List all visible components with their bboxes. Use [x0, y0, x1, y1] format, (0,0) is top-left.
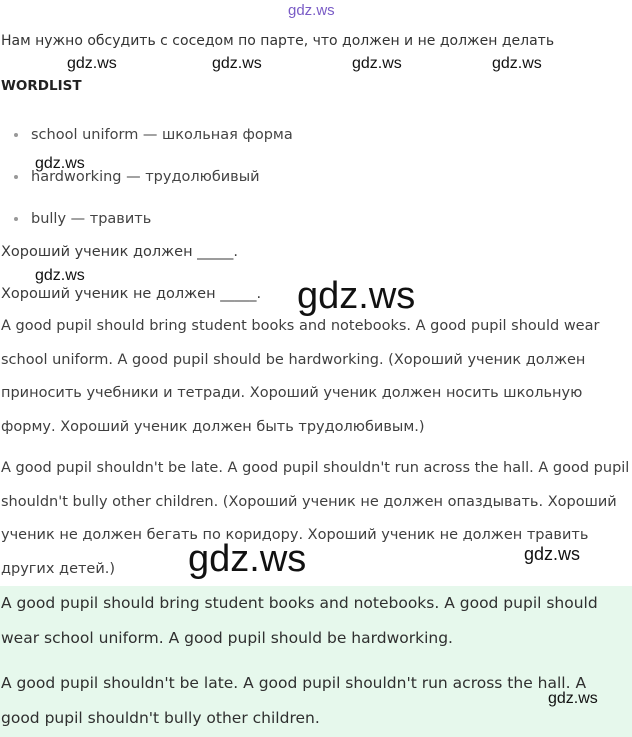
- wordlist-item-text: school uniform — школьная форма: [31, 127, 293, 143]
- watermark: gdz.ws: [524, 544, 581, 564]
- watermark-large: gdz.ws: [188, 538, 307, 580]
- solution-paragraph-shouldnt: A good pupil shouldn't be late. A good pupil shouldn't run across the hall. A good pupil shouldn't bully other children. (Хороший ученик не должен опаздывать. Хороший ученик не должен бегать по коридору. Хороший ученик не должен травить других детей.): [1, 460, 630, 577]
- answer-paragraph-should: A good pupil should bring student books and notebooks. A good pupil should wear school uniform. A good pupil should be hardworking.: [1, 594, 598, 647]
- wordlist-item: [14, 127, 293, 143]
- wordlist-item-text: bully — травить: [31, 211, 152, 227]
- task-instruction: Нам нужно обсудить с соседом по парте, что должен и не должен делать: [1, 33, 555, 49]
- answer-paragraph-shouldnt: A good pupil shouldn't be late. A good pupil shouldn't run across the hall. A good pupil shouldn't bully other children.: [1, 674, 587, 727]
- watermark-large: gdz.ws: [297, 275, 416, 317]
- watermark: gdz.ws: [67, 55, 117, 72]
- bullet-icon: [14, 133, 18, 137]
- solution-paragraph-should: A good pupil should bring student books and notebooks. A good pupil should wear school uniform. A good pupil should be hardworking. (Хороший ученик должен приносить учебники и тетради. Хороший ученик должен носить школьную форму. Хороший ученик должен быть трудолюбивым.): [1, 318, 600, 435]
- prompt-shouldnt: Хороший ученик не должен _____.: [1, 286, 262, 302]
- watermark: gdz.ws: [492, 55, 542, 72]
- bullet-icon: [14, 217, 18, 221]
- prompt-should: Хороший ученик должен _____.: [1, 244, 239, 260]
- wordlist-heading: WORDLIST: [1, 78, 82, 94]
- answer-box: [0, 586, 632, 737]
- wordlist-item: [14, 211, 151, 227]
- watermark: gdz.ws: [35, 155, 85, 172]
- watermark: gdz.ws: [352, 55, 402, 72]
- watermark: gdz.ws: [35, 267, 85, 284]
- watermark: gdz.ws: [212, 55, 262, 72]
- bullet-icon: [14, 175, 18, 179]
- watermark-top: gdz.ws: [288, 2, 335, 19]
- watermark: gdz.ws: [548, 690, 598, 707]
- wordlist-item-text: hardworking — трудолюбивый: [31, 169, 260, 185]
